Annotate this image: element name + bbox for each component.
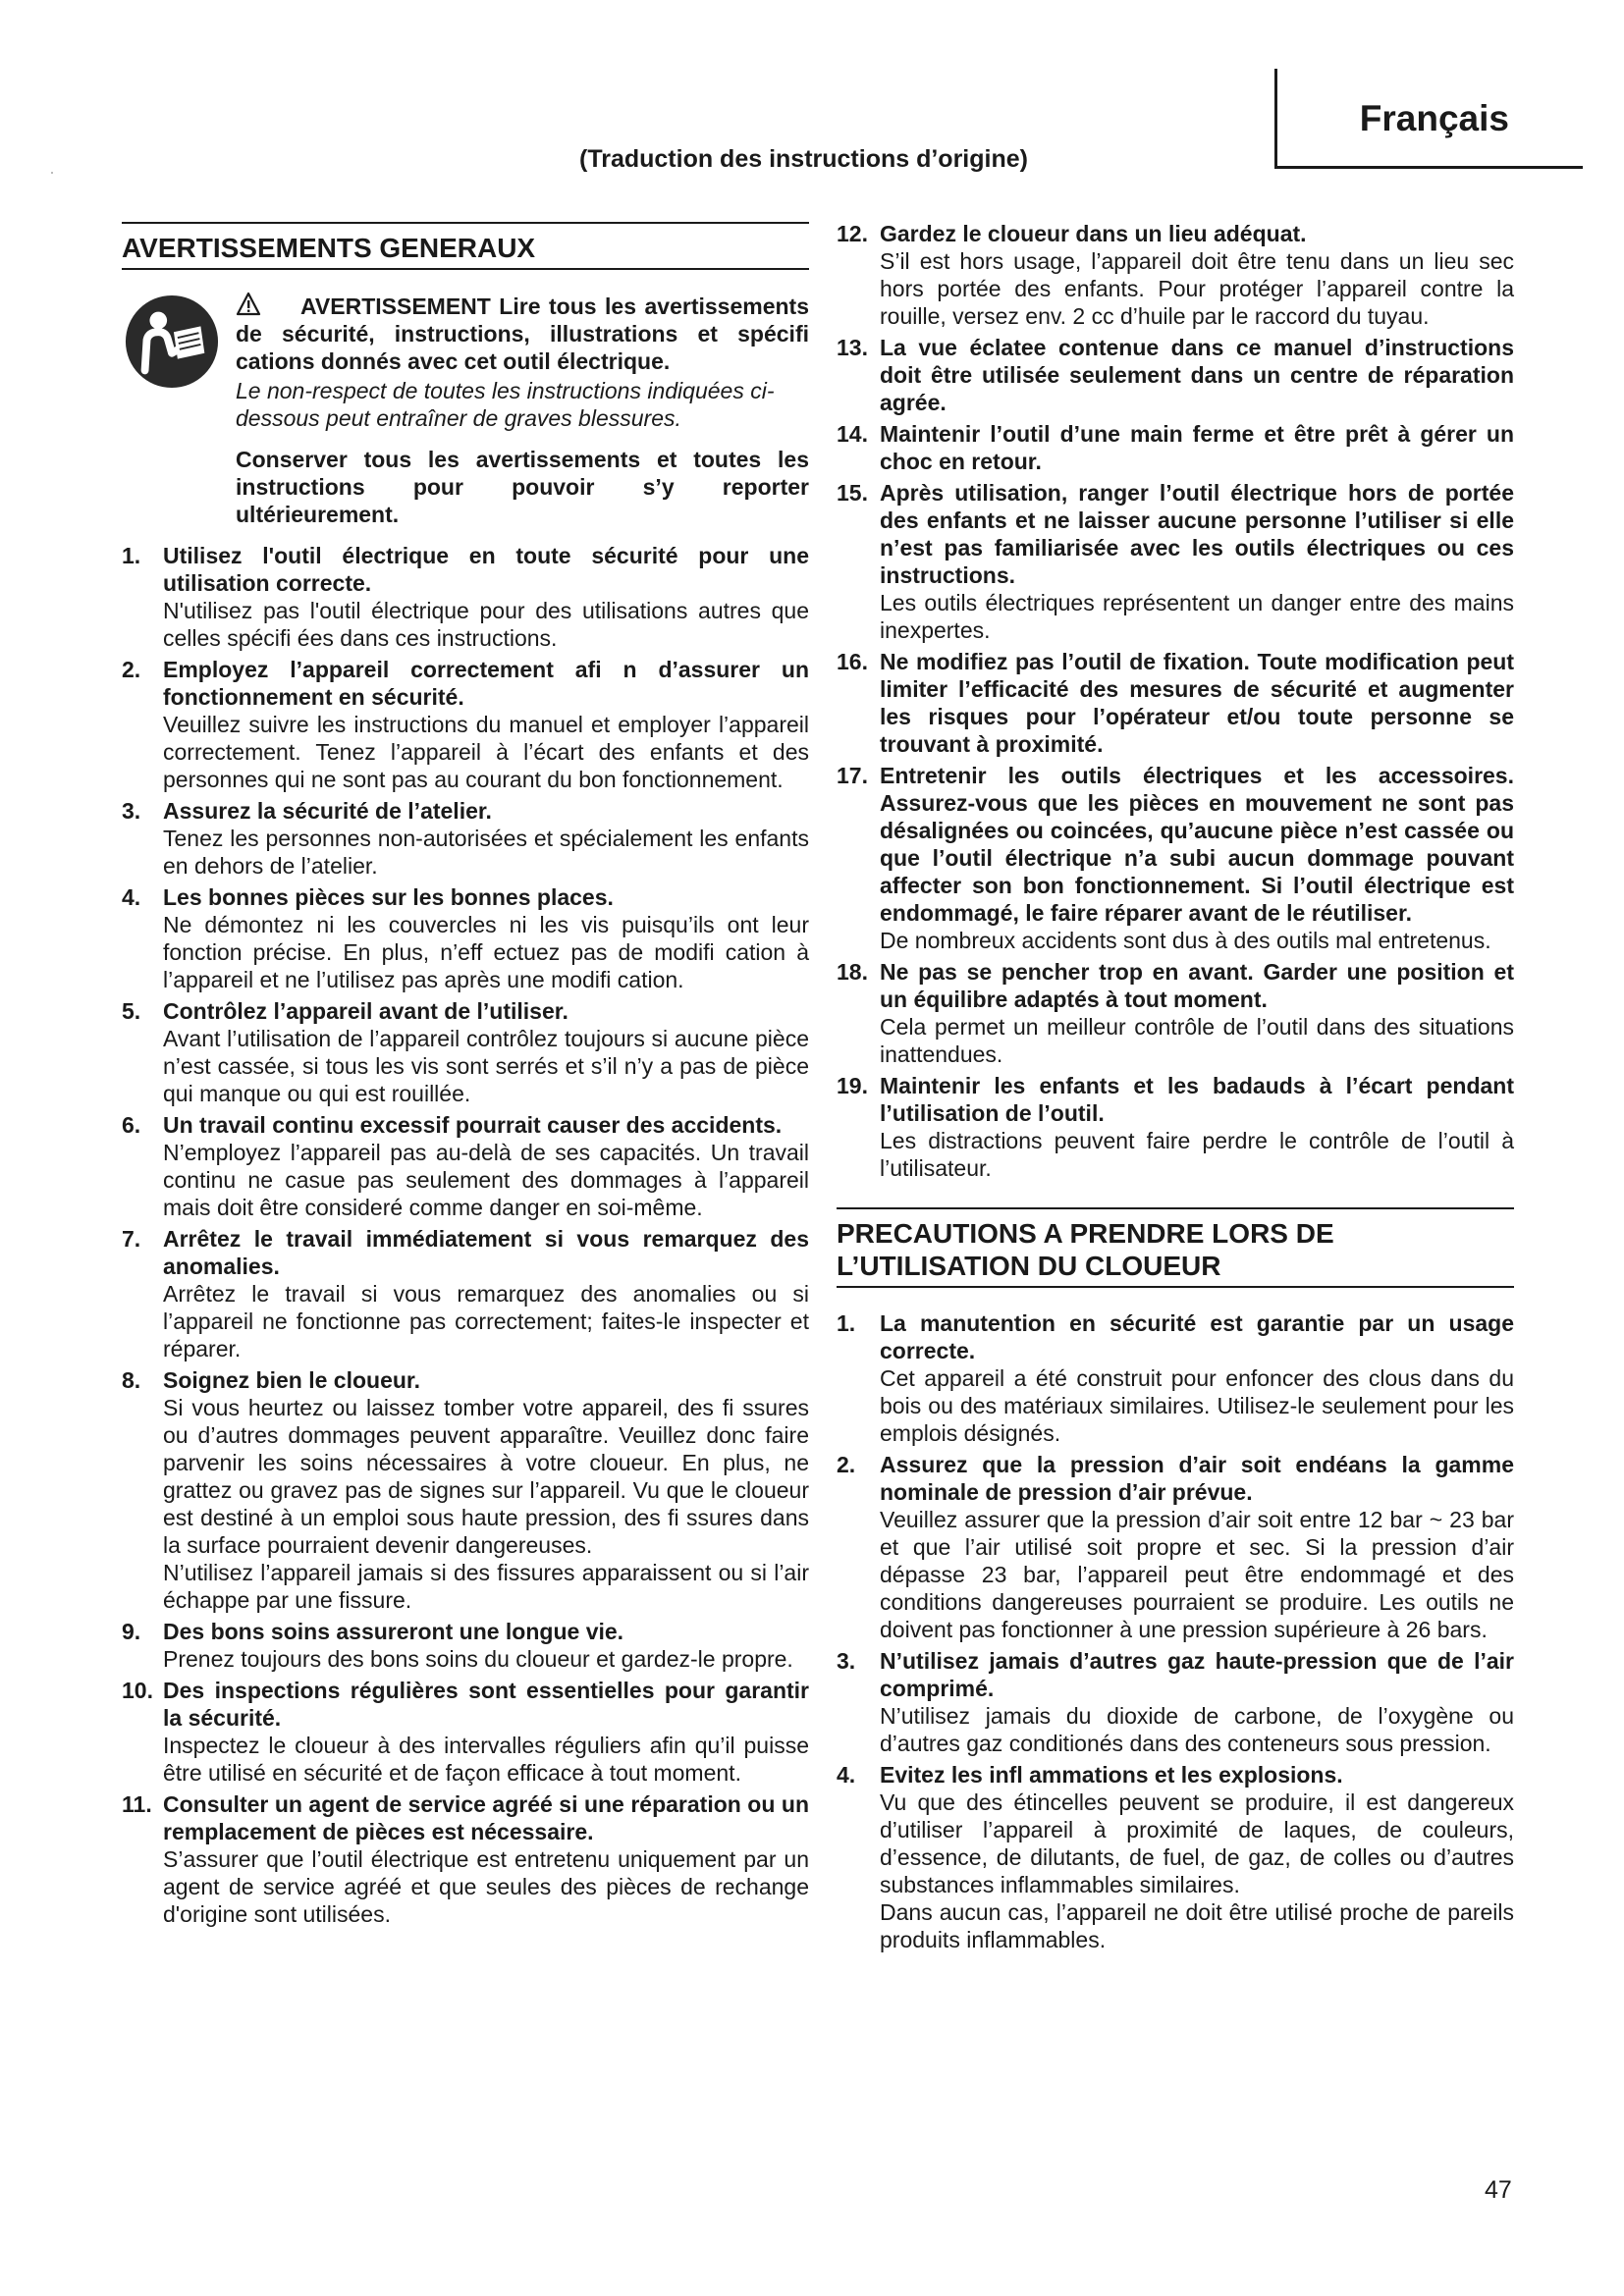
item-body: S’assurer que l’outil électrique est entretenu uniquement par un agent de service agréé et que seules des pièces de rechange d'origine sont utilisées. [163, 1846, 809, 1927]
item-number: 2. [837, 1452, 856, 1477]
list-item [122, 797, 809, 880]
item-heading: Ne modifiez pas l’outil de fixation. Toute modification peut limiter l’efficacité des mesures de sécurité et augmenter les risques pour l’opérateur et/ou toute personne se trouvant à proximité. [880, 649, 1514, 757]
item-number: 18. [837, 959, 868, 985]
item-heading: Assurez que la pression d’air soit endéans la gamme nominale de pression d’air prévue. [880, 1452, 1514, 1505]
item-number: 5. [122, 998, 141, 1024]
item-heading: Entretenir les outils électriques et les accessoires. Assurez-vous que les pièces en mouvement ne sont pas désalignées ou coincées, qu’aucune pièce n’est cassée ou que l’outil électrique n’a subi aucun dommage pouvant affecter son bon fonctionnement. Si l’outil électrique est endommagé, le faire réparer avant de le réutiliser. [880, 763, 1514, 926]
item-number: 4. [837, 1762, 856, 1788]
list-item [837, 762, 1514, 954]
list-item [122, 1111, 809, 1221]
list-item [122, 1225, 809, 1362]
item-body: N’utilisez jamais du dioxide de carbone, de l’oxygène ou d’autres gaz conditionés dans des conteneurs sous pression. [880, 1703, 1514, 1756]
item-heading: Des bons soins assureront une longue vie. [163, 1619, 624, 1644]
item-heading: Arrêtez le travail immédiatement si vous remarquez des anomalies. [163, 1226, 809, 1279]
warning-consequence: Le non-respect de toutes les instructions indiquées ci-dessous peut entraîner de graves blessures. [236, 378, 775, 431]
list-item [122, 883, 809, 993]
item-body: Ne démontez ni les couvercles ni les vis puisqu’ils ont leur fonction précise. En plus, n’eff ectuez pas de modifi cation à l’appareil et ne l’utilisez pas après une modifi cation. [163, 912, 809, 992]
item-body: Arrêtez le travail si vous remarquez des anomalies ou si l’appareil ne fonctionne pas correctement; faites-le inspecter et réparer. [163, 1281, 809, 1362]
item-number: 19. [837, 1073, 868, 1098]
item-heading: La vue éclatee contenue dans ce manuel d’instructions doit être utilisée seulement dans un centre de réparation agrée. [880, 335, 1514, 415]
item-heading: Maintenir les enfants et les badauds à l’écart pendant l’utilisation de l’outil. [880, 1073, 1514, 1126]
item-body: N’employez l’appareil pas au-delà de ses capacités. Un travail continu ne casue pas seulement des dommages à l’appareil mais doit être consideré comme danger en soi-même. [163, 1140, 809, 1220]
item-body: Les distractions peuvent faire perdre le contrôle de l’outil à l’utilisateur. [880, 1128, 1514, 1181]
item-heading: Soignez bien le cloueur. [163, 1367, 420, 1393]
item-body: De nombreux accidents sont dus à des outils mal entretenus. [880, 928, 1491, 953]
list-item [122, 656, 809, 793]
list-item [122, 997, 809, 1107]
list-item [837, 958, 1514, 1068]
item-heading: Contrôlez l’appareil avant de l’utiliser. [163, 998, 568, 1024]
item-body: Les outils électriques représentent un danger entre des mains inexpertes. [880, 590, 1514, 643]
item-body: Prenez toujours des bons soins du cloueur et gardez-le propre. [163, 1646, 793, 1672]
warning-heading-text: AVERTISSEMENT Lire tous les avertissements de sécurité, instructions, illustrations et spécifi cations donnés avec cet outil électrique. [236, 294, 809, 374]
item-body: Veuillez assurer que la pression d’air soit entre 12 bar ~ 23 bar et que l’air utilisé soit propre et sec. Si la pression d’air dépasse 23 bar, l’appareil peut être endommagé et des conditions dangereuses pourraient se produire. Les outils ne doivent pas fonctionner à une pression supérieure à 26 bars. [880, 1507, 1514, 1642]
list-item [122, 542, 809, 652]
item-number: 4. [122, 884, 141, 910]
item-heading: La manutention en sécurité est garantie par un usage correcte. [880, 1310, 1514, 1363]
list-item [837, 334, 1514, 416]
item-number: 17. [837, 763, 868, 788]
list-item [837, 220, 1514, 330]
list-item [837, 1647, 1514, 1757]
item-number: 14. [837, 421, 868, 447]
warning-heading [236, 292, 809, 375]
list-item [837, 1072, 1514, 1182]
list-item [122, 1618, 809, 1673]
item-heading: Utilisez l'outil électrique en toute sécurité pour une utilisation correcte. [163, 543, 809, 596]
list-item [837, 1761, 1514, 1953]
item-heading: Des inspections régulières sont essentielles pour garantir la sécurité. [163, 1678, 809, 1731]
item-heading: Ne pas se pencher trop en avant. Garder une position et un équilibre adaptés à tout moment. [880, 959, 1514, 1012]
item-heading: Consulter un agent de service agréé si une réparation ou un remplacement de pièces est nécessaire. [163, 1791, 809, 1844]
right-column [837, 220, 1514, 1957]
list-item [122, 1366, 809, 1614]
item-body: Vu que des étincelles peuvent se produire, il est dangereux d’utiliser l’appareil à proximité de laques, de couleurs, d’essence, de dilutants, de fuel, de gaz, de colles ou d’autres substances inflammables similaires. [880, 1789, 1514, 1897]
warning-block [122, 292, 809, 528]
item-body-extra: Dans aucun cas, l’appareil ne doit être utilisé proche de pareils produits inflammables. [880, 1899, 1514, 1952]
item-number: 10. [122, 1678, 153, 1703]
list-item [837, 479, 1514, 644]
item-number: 11. [122, 1791, 152, 1817]
page-subtitle: (Traduction des instructions d’origine) [579, 145, 1028, 173]
section-title-general-warnings: AVERTISSEMENTS GENERAUX [122, 222, 809, 270]
item-body: Avant l’utilisation de l’appareil contrôlez toujours si aucune pièce n’est cassée, si tous les vis sont serrés et s’il n’y a pas de pièce qui manque ou qui est rouillée. [163, 1026, 809, 1106]
item-body: Cet appareil a été construit pour enfoncer des clous dans du bois ou des matériaux similaires. Utilisez-le seulement pour les emplois désignés. [880, 1365, 1514, 1446]
scan-speck [51, 172, 53, 174]
item-heading: Après utilisation, ranger l’outil électrique hors de portée des enfants et ne laisser aucune personne l’utiliser si elle n’est pas familiarisée avec les outils électriques ou ces instructions. [880, 480, 1514, 588]
item-number: 7. [122, 1226, 141, 1252]
item-heading: Maintenir l’outil d’une main ferme et être prêt à gérer un choc en retour. [880, 421, 1514, 474]
read-manual-icon [124, 294, 220, 390]
list-item [837, 1309, 1514, 1447]
item-number: 13. [837, 335, 868, 360]
item-number: 6. [122, 1112, 141, 1138]
item-number: 3. [837, 1648, 856, 1674]
item-number: 1. [122, 543, 141, 568]
item-heading: Un travail continu excessif pourrait causer des accidents. [163, 1112, 783, 1138]
item-number: 16. [837, 649, 868, 674]
item-body: Tenez les personnes non-autorisées et spécialement les enfants en dehors de l’atelier. [163, 826, 809, 879]
item-body: Cela permet un meilleur contrôle de l’outil dans des situations inattendues. [880, 1014, 1514, 1067]
item-body: Inspectez le cloueur à des intervalles réguliers afin qu’il puisse être utilisé en sécurité et de façon efficace à tout moment. [163, 1733, 809, 1786]
list-item [122, 1677, 809, 1787]
left-column [122, 222, 809, 1932]
list-item [837, 1451, 1514, 1643]
list-item [837, 420, 1514, 475]
item-heading: N’utilisez jamais d’autres gaz haute-pression que de l’air comprimé. [880, 1648, 1514, 1701]
section-title-nailer-precautions: PRECAUTIONS A PRENDRE LORS DE L’UTILISATION DU CLOUEUR [837, 1207, 1514, 1288]
language-label: Français [1359, 98, 1509, 138]
item-number: 3. [122, 798, 141, 824]
warning-triangle-icon [236, 292, 261, 317]
item-number: 12. [837, 221, 868, 246]
warning-keep-instructions: Conserver tous les avertissements et toutes les instructions pour pouvoir s’y reporter ultérieurement. [236, 447, 809, 527]
item-body: Veuillez suivre les instructions du manuel et employer l’appareil correctement. Tenez l’appareil à l’écart des enfants et des personnes qui ne sont pas au courant du bon fonctionnement. [163, 712, 809, 792]
page-number: 47 [1485, 2176, 1512, 2204]
item-heading: Evitez les infl ammations et les explosions. [880, 1762, 1343, 1788]
item-number: 9. [122, 1619, 141, 1644]
language-tab [1274, 69, 1583, 169]
list-item [122, 1790, 809, 1928]
item-number: 2. [122, 657, 141, 682]
item-number: 8. [122, 1367, 141, 1393]
item-heading: Employez l’appareil correctement afi n d’assurer un fonctionnement en sécurité. [163, 657, 809, 710]
item-number: 15. [837, 480, 868, 506]
item-heading: Les bonnes pièces sur les bonnes places. [163, 884, 614, 910]
item-number: 1. [837, 1310, 856, 1336]
item-body: S’il est hors usage, l’appareil doit être tenu dans un lieu sec hors portée des enfants. Pour protéger l’appareil contre la rouille, versez env. 2 cc d’huile par le raccord du tuyau. [880, 248, 1514, 329]
item-heading: Assurez la sécurité de l’atelier. [163, 798, 492, 824]
list-item [837, 648, 1514, 758]
item-heading: Gardez le cloueur dans un lieu adéquat. [880, 221, 1307, 246]
item-body-extra: N’utilisez l’appareil jamais si des fissures apparaissent ou si l’air échappe par une fissure. [163, 1560, 809, 1613]
item-body: N'utilisez pas l'outil électrique pour des utilisations autres que celles spécifi ées dans ces instructions. [163, 598, 809, 651]
item-body: Si vous heurtez ou laissez tomber votre appareil, des fi ssures ou d’autres dommages peuvent apparaître. Veuillez donc faire parvenir les soins nécessaires à votre cloueur. En plus, ne grattez ou gravez pas de signes sur l’appareil. Vu que le cloueur est destiné à un emploi sous haute pression, des fi ssures dans la surface pourraient devenir dangereuses. [163, 1395, 809, 1558]
